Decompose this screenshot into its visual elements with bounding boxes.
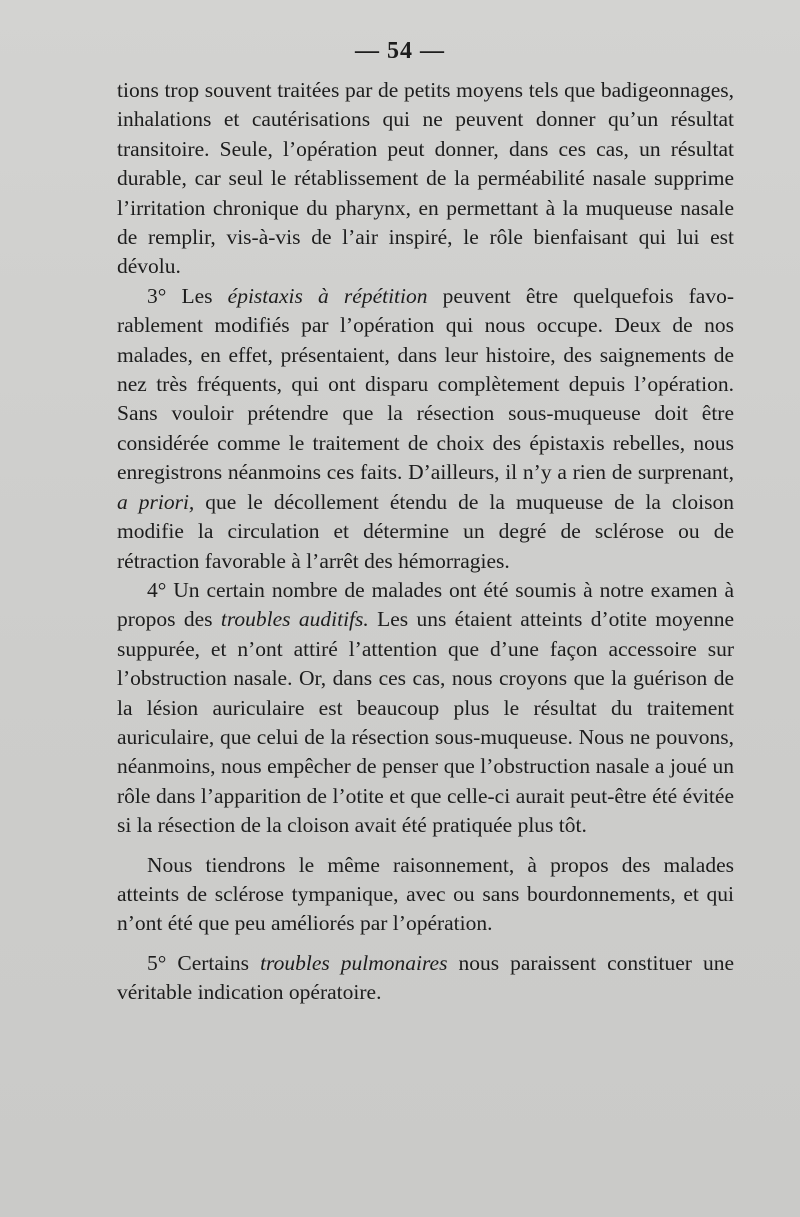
paragraph-1 <box>117 76 734 282</box>
page-number: — 54 — <box>355 38 445 64</box>
paragraph-5-text-1: 5° Certains <box>147 950 261 975</box>
paragraph-2-text-3: que le décollement étendu de la muqueuse de la cloison modifie la circulation et détermine un degré de sclérose ou de rétraction favorable à l’arrêt des hémorragies. <box>117 489 734 573</box>
paragraph-5 <box>117 949 734 1008</box>
paragraph-3 <box>117 576 734 841</box>
paragraph-2 <box>117 282 734 576</box>
paragraph-2-italic-2: a priori, <box>117 489 195 514</box>
paragraph-4-text: Nous tiendrons le même raisonnement, à propos des malades atteints de sclérose tympanique, avec ou sans bourdonnements, et qui n’ont été que peu améliorés par l’opération. <box>117 852 734 936</box>
paragraph-3-text-2: Les uns étaient atteints d’otite moyenne suppurée, et n’ont attiré l’attention que d’une façon accessoire sur l’obstruction nasale. Or, dans ces cas, nous croyons que la guérison de la lésion auriculaire est beaucoup plus le résultat du traitement auriculaire, que celui de la résection sous-muqueuse. Nous ne pouvons, néanmoins, nous empêcher de penser que l’obstruction nasale a joué un rôle dans l’apparition de l’otite et que celle-ci aurait peut-être été évitée si la résection de la cloison avait été pratiquée plus tôt. <box>117 607 735 838</box>
paragraph-3-italic-1: troubles auditifs. <box>220 607 369 632</box>
paragraph-1-text: tions trop souvent traitées par de petits moyens tels que badigeonnages, inhalations et cautérisations qui ne peuvent donner qu’un résultat transitoire. Seule, l’opération peut donner, dans ces cas, un résultat durable, car seul le rétablissement de la perméabilité nasale supprime l’irritation chronique du pharynx, en permettant à la muqueuse nasale de remplir, vis-à-vis de l’air inspiré, le rôle bienfaisant qui lui est dévolu. <box>117 78 734 279</box>
paragraph-2-italic-1: épistaxis à répétition <box>227 283 428 308</box>
paragraph-4 <box>117 851 734 939</box>
paragraph-2-text-1: 3° Les <box>147 283 228 308</box>
paragraph-3-text-1: 4° Un certain nombre de malades ont été soumis à notre examen à propos des <box>117 577 734 632</box>
body-text <box>117 76 734 1008</box>
paragraph-5-text-2: nous paraissent constituer une véritable indication opératoire. <box>117 950 734 1005</box>
paragraph-5-italic-1: troubles pulmonaires <box>260 950 448 975</box>
paragraph-2-text-2: peuvent être quelquefois favorablement modifiés par l’opération qui nous occupe. Deux de nos malades, en effet, présentaient, dans leur histoire, des saignements de nez très fréquents, qui ont disparu complètement depuis l’opération. Sans vouloir prétendre que la résection sous-muqueuse doit être considérée comme le traitement de choix des épistaxis rebelles, nous enregistrons néanmoins ces faits. D’ailleurs, il n’y a rien de surprenant, <box>117 283 734 485</box>
